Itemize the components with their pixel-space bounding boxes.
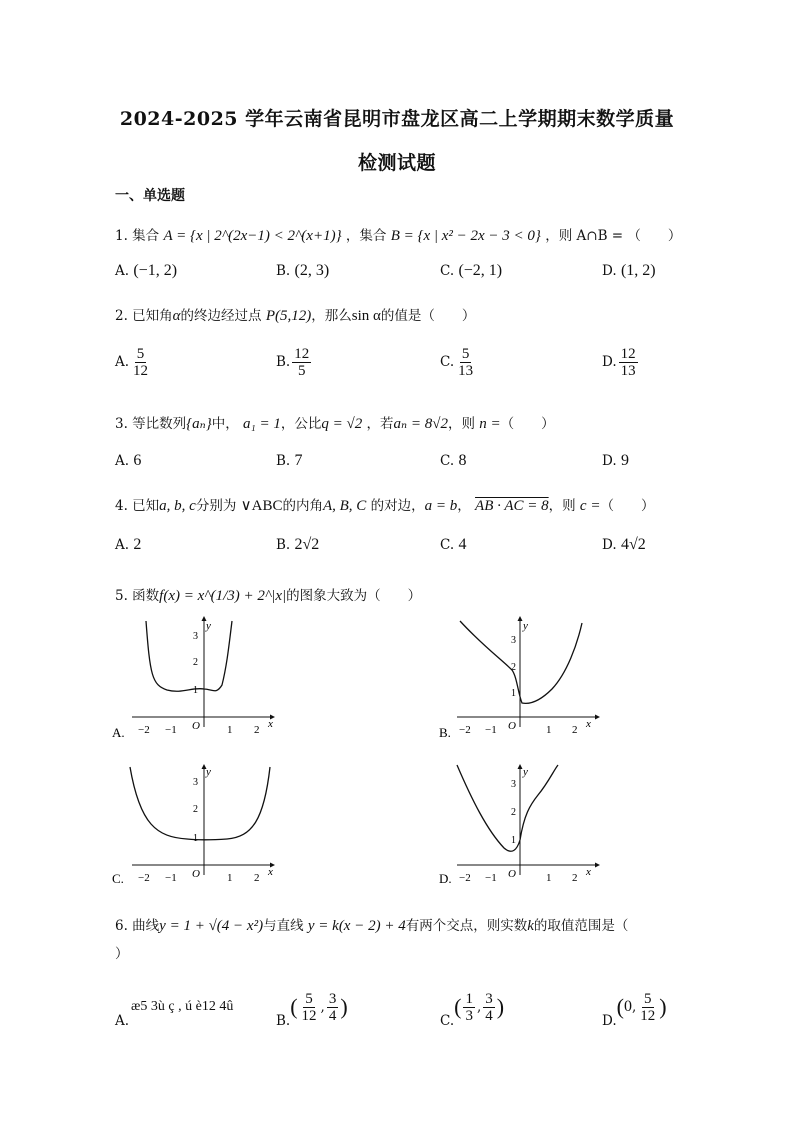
page-title: 2024-2025 学年云南省昆明市盘龙区高二上学期期末数学质量	[119, 108, 675, 130]
svg-text:O: O	[192, 720, 200, 732]
svg-text:−2: −2	[138, 724, 150, 736]
graph-c-label: C.	[112, 871, 124, 886]
q4-option-a: A. 2	[115, 536, 142, 553]
svg-text:−2: −2	[459, 724, 471, 736]
svg-text:−1: −1	[165, 724, 177, 736]
svg-text:2: 2	[511, 662, 516, 673]
svg-text:2: 2	[511, 807, 516, 818]
question-6: 6. 曲线y = 1 + √(4 − x²)与直线 y = k(x − 2) + 4有两个交点，则实数k的取值范围是（	[115, 918, 629, 934]
svg-text:y: y	[523, 766, 528, 778]
q2-option-d: D. $\frac{12}{13}$	[602, 346, 636, 379]
q6-option-a-garbled: æ5 3ù ç , ú è12 4û	[131, 999, 234, 1014]
svg-text:3: 3	[511, 635, 516, 646]
q6-option-a: A. æ5 3ù ç , ú è12 4û	[115, 999, 234, 1029]
graph-d-label: D.	[439, 871, 452, 886]
q6-option-d: D. ( 0 , $\frac{5}{12}$ )	[602, 990, 667, 1029]
svg-text:y: y	[523, 620, 528, 632]
page-subtitle: 检测试题	[357, 152, 436, 174]
svg-text:1: 1	[227, 872, 233, 884]
q1-set-b: B = {x | x² − 2x − 3 < 0}	[390, 228, 541, 244]
svg-text:O: O	[508, 868, 516, 880]
graph-a-label: A.	[112, 725, 125, 740]
svg-text:2: 2	[572, 872, 578, 884]
svg-text:2: 2	[254, 724, 260, 736]
svg-text:y: y	[206, 620, 211, 632]
q6-option-b: B. ( $\frac{5}{12}$ , $\frac{3}{4}$ )	[276, 990, 348, 1029]
question-6-continued: ）	[115, 946, 129, 962]
question-4: 4. 已知a, b, c分别为 ∨ABC的内角A, B, C 的对边，a = b， AB · AC = 8，则 c =（ ）	[115, 498, 655, 514]
q4-option-c: C. 4	[440, 536, 467, 553]
svg-text:1: 1	[546, 724, 552, 736]
q2-option-a: A. $\frac{5}{12}$	[115, 346, 149, 379]
q4-option-b: B. 2√2	[276, 536, 320, 553]
q1-option-b: B. (2, 3)	[276, 262, 330, 279]
question-3: 3. 等比数列{aₙ}中， a₁ = 1，公比q = √2 ，若aₙ = 8√2，则 n =（ ）	[115, 416, 555, 432]
svg-text:−2: −2	[459, 872, 471, 884]
svg-text:x: x	[268, 718, 273, 730]
svg-text:O: O	[508, 720, 516, 732]
q3-option-c: C. 8	[440, 452, 467, 469]
svg-text:3: 3	[193, 777, 198, 788]
svg-text:1: 1	[193, 833, 198, 844]
q1-option-d: D. (1, 2)	[602, 262, 656, 279]
svg-text:x: x	[268, 866, 273, 878]
q6-option-c: C. ( $\frac{1}{3}$ , $\frac{3}{4}$ )	[440, 990, 505, 1029]
svg-text:2: 2	[254, 872, 260, 884]
graph-b-label: B.	[439, 725, 451, 740]
svg-text:1: 1	[546, 872, 552, 884]
svg-text:3: 3	[511, 779, 516, 790]
q4-option-d: D. 4√2	[602, 536, 646, 553]
svg-text:−2: −2	[138, 872, 150, 884]
q2-option-b: B. $\frac{12}{5}$	[276, 346, 310, 379]
svg-text:2: 2	[193, 804, 198, 815]
graph-c	[112, 765, 274, 886]
question-5: 5. 函数f(x) = x^(1/3) + 2^|x|的图象大致为（ ）	[115, 588, 422, 604]
svg-text:1: 1	[511, 835, 516, 846]
q5-graphs	[112, 615, 792, 895]
graph-d	[439, 765, 599, 886]
section-heading: 一、单选题	[115, 188, 185, 204]
svg-text:2: 2	[572, 724, 578, 736]
svg-text:2: 2	[193, 657, 198, 668]
q3-option-a: A. 6	[115, 452, 142, 469]
q3-option-b: B. 7	[276, 452, 303, 469]
svg-text:−1: −1	[485, 872, 497, 884]
svg-text:3: 3	[193, 631, 198, 642]
svg-text:y: y	[206, 766, 211, 778]
q3-option-d: D. 9	[602, 452, 629, 469]
q2-option-c: C. $\frac{5}{13}$	[440, 346, 474, 379]
svg-text:−1: −1	[165, 872, 177, 884]
graph-b	[439, 617, 599, 740]
graph-a	[112, 617, 274, 740]
q1-option-a: A. (−1, 2)	[115, 262, 178, 279]
q1-option-c: C. (−2, 1)	[440, 262, 503, 279]
svg-text:1: 1	[193, 685, 198, 696]
svg-text:O: O	[192, 868, 200, 880]
svg-text:−1: −1	[485, 724, 497, 736]
question-2: 2. 已知角α的终边经过点 P(5,12)，那么sin α的值是（ ）	[115, 308, 476, 324]
svg-text:1: 1	[227, 724, 233, 736]
svg-text:x: x	[586, 866, 591, 878]
q1-set-a: A = {x | 2^(2x−1) < 2^(x+1)}	[163, 228, 342, 244]
question-1: 1. 集合 A = {x | 2^(2x−1) < 2^(x+1)} ，集合 B = {x | x² − 2x − 3 < 0} ，则 A∩B = （ ）	[115, 228, 682, 244]
svg-text:x: x	[586, 718, 591, 730]
svg-text:1: 1	[511, 688, 516, 699]
